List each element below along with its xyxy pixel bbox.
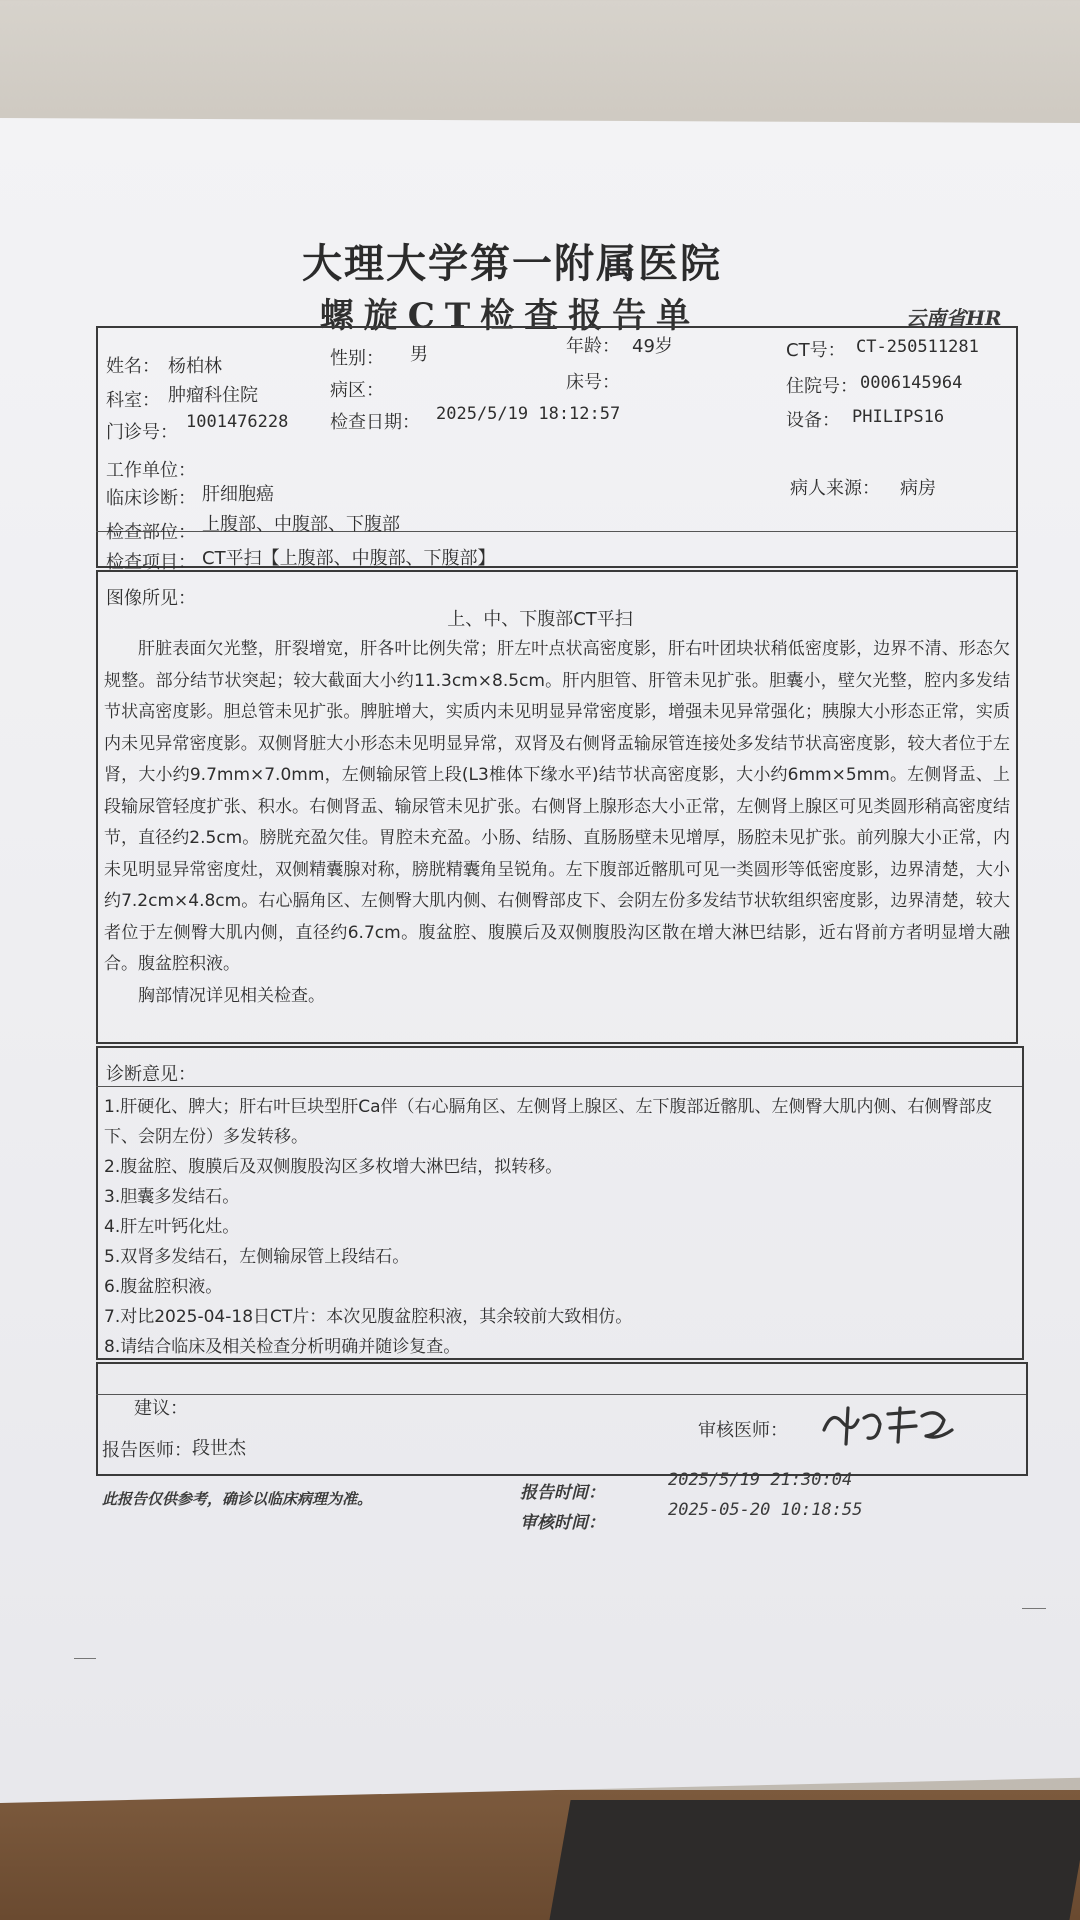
suggestion-divider — [96, 1394, 1026, 1395]
suggestion-label: 建议： — [134, 1398, 188, 1419]
site-value: 上腹部、中腹部、下腹部 — [202, 514, 400, 535]
findings-paragraph: 肝脏表面欠光整，肝裂增宽，肝各叶比例失常；肝左叶点状高密度影，肝右叶团块状稍低密度影，边界不清、形态欠规整。部分结节状突起；较大截面大小约11.3cm×8.5cm。肝内胆管、肝管未见扩张。胆囊小，壁欠光整，腔内多发结节状高密度影。胆总管未见扩张。脾脏增大，实质内未见明显异常密度影，增强未见异常强化；胰腺大小形态正常，实质内未见异常密度影。双侧肾脏大小形态未见明显异常，双肾及右侧肾盂输尿管连接处多发结节状高密度影，较大者位于左肾，大小约9.7mm×7.0mm，左侧输尿管上段(L3椎体下缘水平)结节状高密度影，大小约6mm×5mm。左侧肾盂、上段输尿管轻度扩张、积水。右侧肾盂、输尿管未见扩张。右侧肾上腺形态大小正常，左侧肾上腺区可见类圆形稍高密度结节，直径约2.5cm。膀胱充盈欠佳。胃腔未充盈。小肠、结肠、直肠肠壁未见增厚，肠腔未见扩张。前列腺大小正常，内未见明显异常密度灶，双侧精囊腺对称，膀胱精囊角呈锐角。左下腹部近髂肌可见一类圆形等低密度影，边界清楚，大小约7.2cm×4.8cm。右心膈角区、左侧臀大肌内侧、右侧臀部皮下、会阴左份多发结节状软组织密度影，边界清楚，较大者位于左侧臀大肌内侧，直径约6.7cm。腹盆腔、腹膜后及双侧腹股沟区散在增大淋巴结影，近右肾前方者明显增大融合。腹盆腔积液。 — [104, 639, 1010, 974]
source-value: 病房 — [900, 478, 936, 499]
diagnosis-label: 诊断意见： — [106, 1064, 196, 1085]
diagnosis-item: 1.肝硬化、脾大；肝右叶巨块型肝Ca伴（右心膈角区、左侧肾上腺区、左下腹部近髂肌、左侧臀大肌内侧、右侧臀部皮下、会阴左份）多发转移。 — [104, 1097, 993, 1147]
reporter-label: 报告医师： — [102, 1440, 192, 1461]
report-time-label: 报告时间： — [520, 1483, 605, 1503]
clinical-value: 肝细胞癌 — [202, 484, 274, 505]
outpatient-value: 1001476228 — [186, 412, 289, 432]
diagnosis-item: 6.腹盆腔积液。 — [104, 1277, 223, 1297]
scan-mark — [74, 1658, 96, 1659]
device-label: 设备： — [786, 410, 840, 431]
findings-subtitle: 上、中、下腹部CT平扫 — [447, 609, 633, 630]
device-value: PHILIPS16 — [852, 407, 945, 427]
province-mark: 云南省HR — [906, 306, 1002, 330]
review-time-value: 2025-05-20 10:18:55 — [668, 1500, 863, 1520]
findings-note: 胸部情况详见相关检查。 — [138, 985, 325, 1006]
outpatient-label: 门诊号： — [106, 422, 178, 443]
diagnosis-list — [104, 1092, 1014, 1362]
reviewer-signature-image — [818, 1400, 958, 1450]
sex-value: 男 — [410, 344, 428, 365]
scan-mark — [1022, 1608, 1046, 1609]
ct-label: CT号： — [786, 340, 846, 361]
age-value: 49岁 — [632, 336, 673, 357]
item-value: CT平扫【上腹部、中腹部、下腹部】 — [202, 548, 496, 569]
diagnosis-divider — [96, 1086, 1022, 1087]
sex-label: 性别： — [330, 348, 384, 369]
diagnosis-item: 3.胆囊多发结石。 — [104, 1187, 240, 1207]
findings-text — [104, 634, 1010, 1012]
diagnosis-item: 4.肝左叶钙化灶。 — [104, 1217, 240, 1237]
bed-label: 床号： — [566, 372, 620, 393]
review-time-label: 审核时间： — [520, 1513, 605, 1533]
report-time-value: 2025/5/19 21:30:04 — [668, 1470, 853, 1490]
inpatient-value: 0006145964 — [860, 373, 963, 393]
exam-date-value: 2025/5/19 18:12:57 — [436, 404, 621, 424]
clinical-label: 临床诊断： — [106, 488, 196, 509]
source-label: 病人来源： — [790, 478, 880, 499]
ward-label: 病区： — [330, 380, 384, 401]
disclaimer: 此报告仅供参考，确诊以临床病理为准。 — [102, 1490, 373, 1508]
name-label: 姓名： — [106, 356, 160, 377]
report-title: 螺旋CT检查报告单 — [319, 296, 701, 336]
diagnosis-item: 5.双肾多发结石，左侧输尿管上段结石。 — [104, 1247, 410, 1267]
dark-fabric — [549, 1800, 1080, 1920]
diagnosis-item: 7.对比2025-04-18日CT片：本次见腹盆腔积液，其余较前大致相仿。 — [104, 1307, 633, 1327]
site-label: 检查部位： — [106, 522, 196, 543]
exam-date-label: 检查日期： — [330, 412, 420, 433]
age-label: 年龄： — [566, 336, 620, 357]
dept-label: 科室： — [106, 390, 160, 411]
inpatient-label: 住院号： — [786, 376, 858, 397]
diagnosis-item: 2.腹盆腔、腹膜后及双侧腹股沟区多枚增大淋巴结，拟转移。 — [104, 1157, 563, 1177]
ct-value: CT-250511281 — [856, 337, 979, 357]
hospital-name: 大理大学第一附属医院 — [302, 240, 722, 287]
reviewer-label: 审核医师： — [698, 1420, 788, 1441]
dept-value: 肿瘤科住院 — [168, 385, 258, 406]
work-label: 工作单位： — [106, 460, 196, 481]
diagnosis-item: 8.请结合临床及相关检查分析明确并随诊复查。 — [104, 1337, 461, 1357]
item-label: 检查项目： — [106, 552, 196, 573]
findings-label: 图像所见： — [106, 588, 196, 609]
reporter-name: 段世杰 — [192, 1438, 246, 1459]
name-value: 杨柏林 — [168, 356, 222, 377]
